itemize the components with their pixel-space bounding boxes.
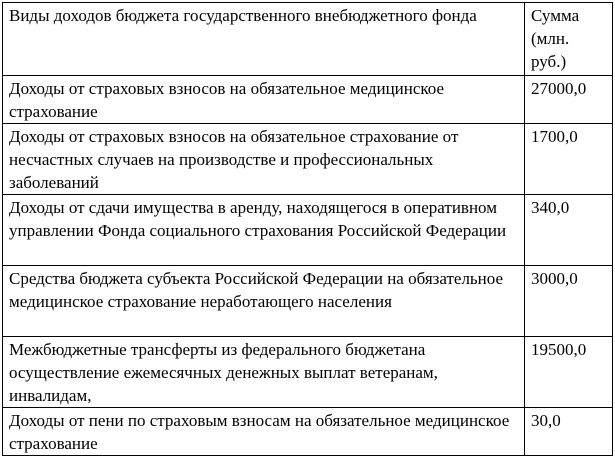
row-description-cell: Средства бюджета субъекта Российской Федерации на обязательное медицинское страхование неработающего населения [3, 266, 525, 337]
row-amount-cell: 19500,0 [525, 337, 613, 408]
header-description-cell: Виды доходов бюджета государственного внебюджетного фонда [3, 3, 525, 76]
row-amount-cell: 1700,0 [525, 124, 613, 195]
row-description-cell: Доходы от сдачи имущества в аренду, находящегося в оперативном управлении Фонда социального страхования Российской Федерации [3, 195, 525, 266]
table-row [3, 195, 613, 266]
header-amount-cell: Сумма (млн. руб.) [525, 3, 613, 76]
row-amount-cell: 30,0 [525, 408, 613, 456]
row-amount-cell: 340,0 [525, 195, 613, 266]
revenue-table [2, 2, 613, 456]
row-amount-cell: 27000,0 [525, 76, 613, 124]
row-description-cell: Доходы от страховых взносов на обязательное медицинское страхование [3, 76, 525, 124]
row-description-cell: Межбюджетные трансферты из федерального бюджетана осуществление ежемесячных денежных выплат ветеранам, инвалидам, [3, 337, 525, 408]
table-row [3, 76, 613, 124]
row-description-cell: Доходы от пени по страховым взносам на обязательное медицинское страхование [3, 408, 525, 456]
row-description-cell: Доходы от страховых взносов на обязательное страхование от несчастных случаев на производстве и профессиональных заболеваний [3, 124, 525, 195]
table-row [3, 124, 613, 195]
table-header-row [3, 3, 613, 76]
table-row [3, 266, 613, 337]
table-row [3, 337, 613, 408]
table-row [3, 408, 613, 456]
row-amount-cell: 3000,0 [525, 266, 613, 337]
